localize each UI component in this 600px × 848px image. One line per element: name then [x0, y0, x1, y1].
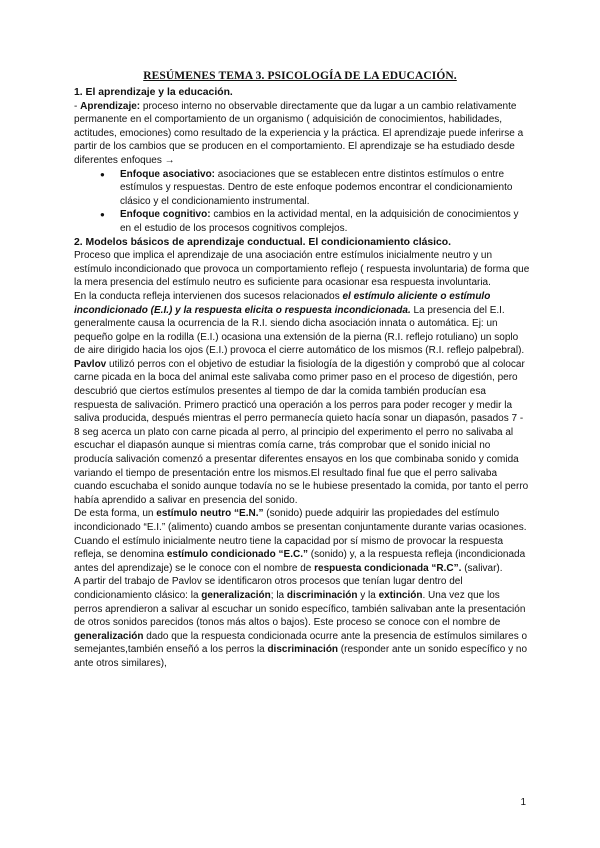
- paragraph-pavlov: Pavlov utilizó perros con el objetivo de estudiar la fisiología de la digestión y comprobó que al colocar carne picada en la boca del animal este salivaba como primer paso en el proceso de digestión, pero descubrió que ciertos estímulos presentes al tiempo de dar la comida también producían esa respuesta de salivación. Primero practicó una operación a los perros para poder recoger y medir la saliva producida, después mientras el perro permanecía quieto hacía sonar un diapasón, pasados 7 - 8 seg acerca un plato con carne picada al perro, al principio del experimento el perro no salivaba al escuchar el diapasón aunque si mientras comía carne, trás comprobar que el sonido inicial no producía salivación comenzó a presentar diferentes ensayos en los que combinaba sonido y comida variando el tiempo de presentación entre los mismos.El resultado final fue que el perro salivaba cuando escuchaba el sonido aunque todavía no se le hubiese presentado la comida, por tanto el perro había aprendido a salivar en presencia del sonido.: [74, 358, 529, 506]
- paragraph-procesos: A partir del trabajo de Pavlov se identificaron otros procesos que tenían lugar dentro del condicionamiento clásico: la generalización; la discriminación y la extinción. Una vez que los perros aprendieron a salivar al escuchar un sonido específico, también salivaban ante la presentación de otros sonidos parecidos (tonos más altos o bajos). Este proceso se conoce con el nombre de generalización dado que la respuesta condicionada ocurre ante la presencia de estímulos similares o semejantes,también enseñó a los perros la discriminación (responder ante un sonido específico y no ante otros similares),: [74, 576, 528, 669]
- enfoques-list: [74, 168, 530, 236]
- emphasis-estimulo-aliciente: el estímulo aliciente o estímulo incondicionado (E.I.) y la respuesta elicita o respuesta incondicionada.: [74, 290, 491, 316]
- list-item-enfoque-asociativo: ● Enfoque asociativo: asociaciones que se establecen entre distintos estímulos o entre estímulos y respuestas. Dentro de este enfoque podemos encontrar el condicionamiento clásico y el condicionamiento instrumental.: [120, 168, 530, 209]
- document-body: [74, 86, 530, 671]
- paragraph-proceso: Proceso que implica el aprendizaje de una asociación entre estímulos inicialmente neutro y un estímulo incondicionado que provoca un comportamiento reflejo ( respuesta involuntaria) de forma que la mera presencia del estímulo neutro es suficiente para ocasionar esa respuesta involuntaria.: [74, 250, 530, 289]
- section-2-heading: 2. Modelos básicos de aprendizaje conductual. El condicionamiento clásico.: [74, 236, 452, 248]
- page-number: 1: [520, 797, 526, 808]
- pavlov-term: Pavlov: [74, 358, 107, 370]
- list-item-enfoque-cognitivo: ● Enfoque cognitivo: cambios en la actividad mental, en la adquisición de conocimientos y en el estudio de los procesos cognitivos complejos.: [120, 208, 530, 235]
- aprendizaje-definition: - Aprendizaje: proceso interno no observable directamente que da lugar a un cambio relativamente permanente en el comportamiento de un organismo ( adquisición de conocimientos, habilidades, actitudes, emociones) como resultado de la experiencia y la práctica. El aprendizaje puede inferirse a partir de los cambios que se producen en el comportamiento. El aprendizaje se ha estudiado desde diferentes enfoques →: [74, 100, 524, 166]
- section-1-heading: 1. El aprendizaje y la educación.: [74, 87, 233, 98]
- paragraph-estimulo-neutro: De esta forma, un estímulo neutro “E.N.” (sonido) puede adquirir las propiedades del estímulo incondicionado “E.I.” (alimento) cuando ambos se presentan conjuntamente durante varias ocasiones. Cuando el estímulo inicialmente neutro tiene la capacidad por sí mismo de provocar la respuesta refleja, se denomina estímulo condicionado “E.C.” (sonido) y, a la respuesta refleja (incondicionada antes del aprendizaje) se le conoce con el nombre de respuesta condicionada “R.C”. (salivar).: [74, 508, 527, 574]
- document-title: RESÚMENES TEMA 3. PSICOLOGÍA DE LA EDUCACIÓN.: [143, 70, 457, 82]
- aprendizaje-term: Aprendizaje:: [80, 100, 141, 112]
- paragraph-conducta-refleja: En la conducta refleja intervienen dos sucesos relacionados el estímulo aliciente o estímulo incondicionado (E.I.) y la respuesta elicita o respuesta incondicionada. La presencia del E.I. generalmente causa la ocurrencia de la R.I. siendo dicha asociación innata o automática. Ej: un pequeño golpe en la rodilla (E.I.) ocasiona una extensión de la pierna (R.I. reflejo rotuliano) un soplo de aire dirigido hacia los ojos (E.I.) provoca el cierre automático de los mismos (R.I. reflejo palpebral).: [74, 290, 525, 357]
